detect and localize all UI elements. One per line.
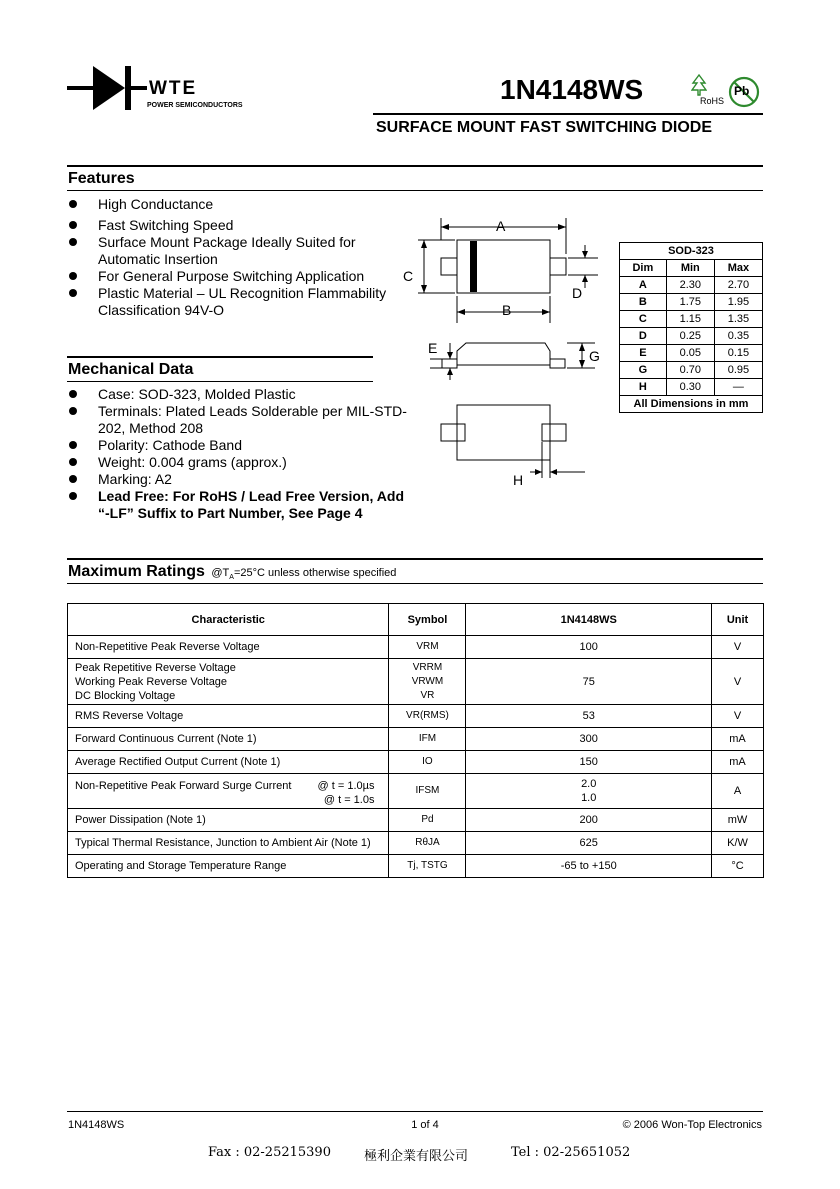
value-line: 200 xyxy=(579,814,598,826)
dim-row xyxy=(620,328,763,345)
dim-min: 0.05 xyxy=(666,345,714,362)
dim-min: 0.30 xyxy=(666,379,714,396)
rating-value xyxy=(466,728,712,751)
symbol-line: VRM xyxy=(416,641,439,652)
rating-symbol xyxy=(389,636,466,659)
right-lead xyxy=(550,258,566,275)
rohs-tree-icon xyxy=(691,74,707,96)
value-line: 300 xyxy=(579,733,598,745)
footer-part: 1N4148WS xyxy=(68,1119,125,1131)
diode-logo-icon xyxy=(67,62,149,114)
rating-characteristic xyxy=(68,728,389,751)
header-symbol: Symbol xyxy=(389,604,466,636)
characteristic-line: Typical Thermal Resistance, Junction to Ambient Air (Note 1) xyxy=(75,837,371,849)
rating-unit: mW xyxy=(712,809,764,832)
condition-prefix: @T xyxy=(211,567,230,579)
rating-unit: mA xyxy=(712,728,764,751)
fax-number: Fax : 02-25215390 xyxy=(208,1145,331,1160)
dim-max: 1.35 xyxy=(714,311,762,328)
dim-label-G: G xyxy=(589,348,600,364)
features-title: Features xyxy=(68,170,135,187)
dim-min: 0.70 xyxy=(666,362,714,379)
rating-row xyxy=(68,636,764,659)
header-value: 1N4148WS xyxy=(466,604,712,636)
symbol-line: IFSM xyxy=(415,785,440,796)
dim-letter: C xyxy=(620,311,667,328)
mechanical-bottom-rule xyxy=(67,381,373,382)
value-line: 150 xyxy=(579,756,598,768)
symbol-line: VRWM xyxy=(411,675,444,687)
rating-characteristic xyxy=(68,705,389,728)
features-bottom-rule xyxy=(67,190,763,191)
header-characteristic: Characteristic xyxy=(68,604,389,636)
mechanical-item: Polarity: Cathode Band xyxy=(68,437,408,454)
dim-row xyxy=(620,379,763,396)
features-list xyxy=(68,196,388,319)
value-line: -65 to +150 xyxy=(560,860,617,872)
dim-header: Max xyxy=(714,260,762,277)
dim-table-footer: All Dimensions in mm xyxy=(620,396,763,413)
ratings-heading xyxy=(68,563,396,581)
rating-row xyxy=(68,659,764,705)
header-unit: Unit xyxy=(712,604,764,636)
bottom-view-body xyxy=(457,405,550,460)
rating-value xyxy=(466,705,712,728)
rating-unit: mA xyxy=(712,751,764,774)
characteristic-line: RMS Reverse Voltage xyxy=(75,710,184,722)
mechanical-item: Case: SOD-323, Molded Plastic xyxy=(68,386,408,403)
characteristic-line: Power Dissipation (Note 1) xyxy=(75,814,206,826)
tel-number: Tel : 02-25651052 xyxy=(511,1145,631,1160)
rohs-badge xyxy=(689,74,723,108)
rating-unit: K/W xyxy=(712,832,764,855)
dim-label-D: D xyxy=(572,285,583,301)
value-line: 625 xyxy=(579,837,598,849)
characteristic-line: Operating and Storage Temperature Range xyxy=(75,860,287,872)
feature-item: Surface Mount Package Ideally Suited for Automatic Insertion xyxy=(68,234,388,268)
features-top-rule xyxy=(67,165,763,167)
mechanical-title: Mechanical Data xyxy=(68,361,194,378)
rating-unit: V xyxy=(712,636,764,659)
mechanical-item: Weight: 0.004 grams (approx.) xyxy=(68,454,408,471)
surge-conditions xyxy=(318,779,375,807)
ratings-condition xyxy=(211,567,397,582)
company-name: 極利企業有限公司 xyxy=(364,1149,469,1164)
dim-letter: H xyxy=(620,379,667,396)
condition-subscript: A xyxy=(229,574,234,582)
left-lead xyxy=(441,258,457,275)
characteristic-line: Non-Repetitive Peak Forward Surge Current xyxy=(75,780,292,792)
rating-row xyxy=(68,832,764,855)
value-line: 100 xyxy=(579,641,598,653)
pb-label: Pb xyxy=(734,84,750,98)
part-number: 1N4148WS xyxy=(500,74,644,105)
rating-characteristic xyxy=(68,832,389,855)
rating-value xyxy=(466,636,712,659)
rating-value xyxy=(466,855,712,878)
feature-item: Plastic Material – UL Recognition Flammability Classification 94V-O xyxy=(68,285,388,319)
rating-characteristic xyxy=(68,659,389,705)
dim-label-B: B xyxy=(502,302,512,318)
dim-min: 2.30 xyxy=(666,277,714,294)
value-line: 1.0 xyxy=(581,792,597,804)
dim-header: Min xyxy=(666,260,714,277)
dim-label-C: C xyxy=(403,268,414,284)
characteristic-line: Average Rectified Output Current (Note 1) xyxy=(75,756,281,768)
rating-row xyxy=(68,751,764,774)
side-view-body xyxy=(457,343,550,365)
surge-condition: @ t = 1.0s xyxy=(323,794,375,806)
rating-row xyxy=(68,774,764,809)
dim-letter: D xyxy=(620,328,667,345)
wte-logo xyxy=(67,62,247,117)
rating-symbol xyxy=(389,705,466,728)
rating-characteristic xyxy=(68,636,389,659)
characteristic-line: Forward Continuous Current (Note 1) xyxy=(75,733,257,745)
rating-symbol xyxy=(389,832,466,855)
footer-rule xyxy=(67,1111,763,1112)
rating-row xyxy=(68,809,764,832)
rating-row xyxy=(68,728,764,751)
rohs-label: RoHS xyxy=(700,96,725,106)
header-rule xyxy=(373,113,763,115)
rating-value xyxy=(466,809,712,832)
rating-symbol xyxy=(389,809,466,832)
rating-row xyxy=(68,705,764,728)
symbol-line: IO xyxy=(422,756,433,767)
max-ratings-table xyxy=(67,603,764,878)
value-line: 53 xyxy=(582,710,595,722)
rating-symbol xyxy=(389,659,466,705)
rating-unit: V xyxy=(712,705,764,728)
rating-value xyxy=(466,832,712,855)
cathode-band xyxy=(470,241,477,292)
symbol-line: RθJA xyxy=(415,837,440,848)
dim-min: 1.15 xyxy=(666,311,714,328)
ratings-body xyxy=(68,636,764,878)
dim-row xyxy=(620,277,763,294)
rating-characteristic xyxy=(68,855,389,878)
symbol-line: Pd xyxy=(421,814,434,825)
dim-max: 0.15 xyxy=(714,345,762,362)
rating-symbol xyxy=(389,855,466,878)
dim-row xyxy=(620,362,763,379)
rating-unit: V xyxy=(712,659,764,705)
characteristic-line: Working Peak Reverse Voltage xyxy=(75,675,228,688)
lead-free-note: Lead Free: For RoHS / Lead Free Version, Add “-LF” Suffix to Part Number, See Page 4 xyxy=(68,488,408,522)
rating-row xyxy=(68,855,764,878)
dim-max: 0.35 xyxy=(714,328,762,345)
value-line: 2.0 xyxy=(581,778,597,790)
rating-symbol xyxy=(389,774,466,809)
surge-condition: @ t = 1.0µs xyxy=(317,780,375,792)
feature-item: For General Purpose Switching Application xyxy=(68,268,388,285)
dim-letter: E xyxy=(620,345,667,362)
dim-letter: B xyxy=(620,294,667,311)
dim-letter: G xyxy=(620,362,667,379)
symbol-line: VR(RMS) xyxy=(406,710,449,721)
mechanical-item: Terminals: Plated Leads Solderable per MIL-STD-202, Method 208 xyxy=(68,403,408,437)
dim-table-body xyxy=(620,277,763,396)
dim-label-E: E xyxy=(428,340,438,356)
characteristic-line: Non-Repetitive Peak Reverse Voltage xyxy=(75,641,260,653)
condition-text: =25°C unless otherwise specified xyxy=(233,567,397,579)
feature-item: Fast Switching Speed xyxy=(68,217,388,234)
rating-symbol xyxy=(389,751,466,774)
symbol-line: Tj, TSTG xyxy=(407,860,448,871)
dim-max: — xyxy=(714,379,762,396)
characteristic-line: DC Blocking Voltage xyxy=(75,689,176,702)
rating-symbol xyxy=(389,728,466,751)
dim-label-A: A xyxy=(496,218,506,234)
mechanical-top-rule xyxy=(67,356,373,358)
dim-table-title: SOD-323 xyxy=(620,243,763,260)
dim-max: 2.70 xyxy=(714,277,762,294)
subtitle: SURFACE MOUNT FAST SWITCHING DIODE xyxy=(376,119,712,136)
ratings-title: Maximum Ratings xyxy=(68,563,205,580)
logo-tagline: POWER SEMICONDUCTORS xyxy=(147,102,243,109)
dim-min: 0.25 xyxy=(666,328,714,345)
dim-max: 0.95 xyxy=(714,362,762,379)
dim-max: 1.95 xyxy=(714,294,762,311)
characteristic-line: Peak Repetitive Reverse Voltage xyxy=(75,661,236,674)
mechanical-list xyxy=(68,386,408,522)
dim-row xyxy=(620,294,763,311)
rating-value xyxy=(466,774,712,809)
rating-characteristic xyxy=(68,751,389,774)
dimension-table xyxy=(619,242,763,413)
rating-value xyxy=(466,751,712,774)
rating-unit: °C xyxy=(712,855,764,878)
rating-characteristic xyxy=(68,774,389,809)
mechanical-item: Marking: A2 xyxy=(68,471,408,488)
rating-characteristic xyxy=(68,809,389,832)
symbol-line: IFM xyxy=(418,733,437,744)
value-line: 75 xyxy=(582,675,595,688)
pb-free-badge xyxy=(728,76,762,110)
dim-row xyxy=(620,345,763,362)
dim-min: 1.75 xyxy=(666,294,714,311)
feature-item: High Conductance xyxy=(68,196,388,213)
symbol-line: VRRM xyxy=(412,661,443,673)
ratings-bottom-rule xyxy=(67,583,763,584)
rating-unit: A xyxy=(712,774,764,809)
dim-letter: A xyxy=(620,277,667,294)
dim-row xyxy=(620,311,763,328)
dim-label-H: H xyxy=(513,472,524,488)
rating-value xyxy=(466,659,712,705)
ratings-top-rule xyxy=(67,558,763,560)
logo-brand: WTE xyxy=(149,78,198,99)
footer-page: 1 of 4 xyxy=(411,1119,439,1131)
symbol-line: VR xyxy=(420,689,435,701)
dim-header: Dim xyxy=(620,260,667,277)
footer-copyright: © 2006 Won-Top Electronics xyxy=(622,1119,762,1131)
